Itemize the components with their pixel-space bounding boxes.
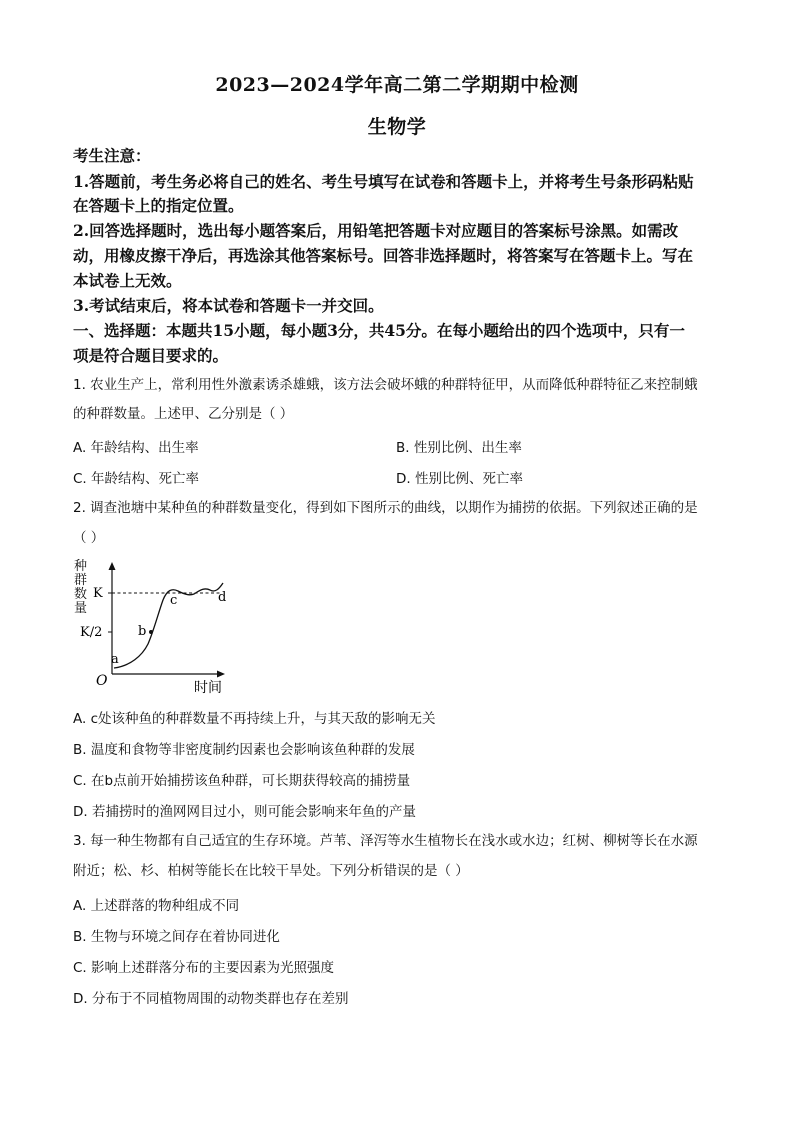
q1-stem-line-1: 1. 农业生产上，常利用性外激素诱杀雄蛾，该方法会破坏蛾的种群特征甲，从而降低种群特征乙来控制蛾 xyxy=(73,377,698,393)
notice-item-2-line-1: 2.回答选择题时，选出每小题答案后，用铅笔把答题卡对应题目的答案标号涂黑。如需改 xyxy=(73,221,679,240)
point-c-label: c xyxy=(170,593,178,608)
population-curve xyxy=(114,583,223,668)
section-heading-line-1: 一、选择题：本题共15小题，每小题3分，共45分。在每小题给出的四个选项中，只有一 xyxy=(73,321,685,340)
notice-heading: 考生注意： xyxy=(73,146,151,165)
section-heading-line-2: 项是符合题目要求的。 xyxy=(73,346,229,365)
point-b-marker xyxy=(149,630,153,634)
q3-stem-line-1: 3. 每一种生物都有自己适宜的生存环境。芦苇、泽泻等水生植物长在浅水或水边；红树、柳树等长在水源 xyxy=(73,833,698,849)
q1-option-d: D. 性别比例、死亡率 xyxy=(396,471,523,487)
q2-option-b: B. 温度和食物等非密度制约因素也会影响该鱼种群的发展 xyxy=(73,742,415,758)
q1-option-b: B. 性别比例、出生率 xyxy=(396,440,522,456)
k-half-label: K/2 xyxy=(80,625,103,640)
origin-label: O xyxy=(96,673,108,689)
q2-stem-line-1: 2. 调查池塘中某种鱼的种群数量变化，得到如下图所示的曲线，以期作为捕捞的依据。下列叙述正确的是 xyxy=(73,500,698,516)
notice-item-1-line-2: 在答题卡上的指定位置。 xyxy=(73,196,244,215)
q2-stem-line-2: （ ） xyxy=(73,530,105,546)
q2-option-c: C. 在b点前开始捕捞该鱼种群，可长期获得较高的捕捞量 xyxy=(73,773,411,789)
point-a-label: a xyxy=(111,652,119,667)
q3-option-a: A. 上述群落的物种组成不同 xyxy=(73,898,240,914)
point-b-label: b xyxy=(138,624,147,639)
q1-stem-line-2: 的种群数量。上述甲、乙分别是（ ） xyxy=(73,406,294,422)
q2-option-a: A. c处该种鱼的种群数量不再持续上升，与其天敌的影响无关 xyxy=(73,711,436,727)
point-d-label: d xyxy=(218,590,227,605)
y-axis-label-char-3: 数 xyxy=(74,587,88,602)
y-axis-label-char-1: 种 xyxy=(74,559,88,574)
subject-title: 生物学 xyxy=(367,116,427,138)
k-label: K xyxy=(93,586,103,601)
exam-title: 2023—2024学年高二第二学期期中检测 xyxy=(215,74,579,96)
x-axis-arrow xyxy=(217,671,225,678)
notice-item-2-line-2: 动，用橡皮擦干净后，再选涂其他答案标号。回答非选择题时，将答案写在答题卡上。写在 xyxy=(73,246,694,265)
population-curve-figure xyxy=(70,556,235,698)
notice-item-2-line-3: 本试卷上无效。 xyxy=(73,271,182,290)
y-axis-arrow xyxy=(109,562,116,570)
x-axis-label: 时间 xyxy=(194,680,222,696)
q3-stem-line-2: 附近；松、杉、柏树等能长在比较干旱处。下列分析错误的是（ ） xyxy=(73,863,469,879)
notice-item-1-line-1: 1.答题前，考生务必将自己的姓名、考生号填写在试卷和答题卡上，并将考生号条形码粘贴 xyxy=(73,172,694,191)
q1-option-c: C. 年龄结构、死亡率 xyxy=(73,471,200,487)
q1-option-a: A. 年龄结构、出生率 xyxy=(73,440,199,456)
q2-option-d: D. 若捕捞时的渔网网目过小，则可能会影响来年鱼的产量 xyxy=(73,804,416,820)
q3-option-c: C. 影响上述群落分布的主要因素为光照强度 xyxy=(73,960,335,976)
q3-option-b: B. 生物与环境之间存在着协同进化 xyxy=(73,929,280,945)
y-axis-label-char-2: 群 xyxy=(74,573,88,588)
notice-item-3-line-1: 3.考试结束后，将本试卷和答题卡一并交回。 xyxy=(73,296,384,315)
q3-option-d: D. 分布于不同植物周围的动物类群也存在差别 xyxy=(73,991,349,1007)
y-axis-label-char-4: 量 xyxy=(74,601,88,616)
